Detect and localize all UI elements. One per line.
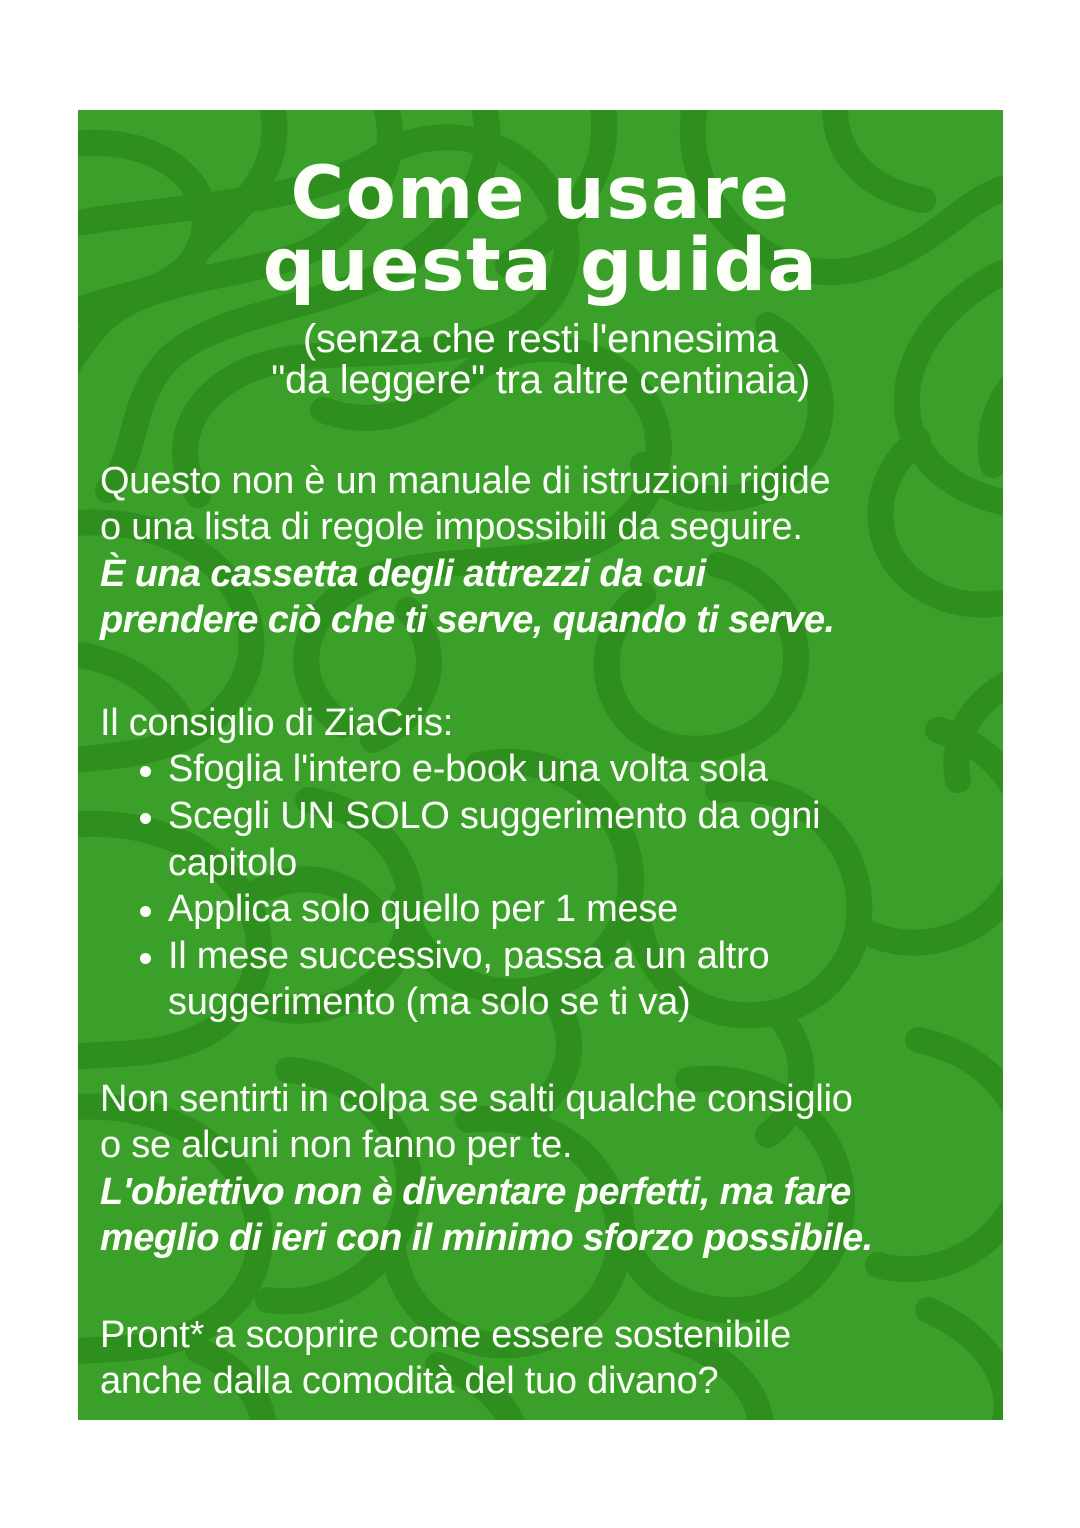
intro-emphasis-line-1: È una cassetta degli attrezzi da cui bbox=[100, 552, 706, 595]
intro-emphasis-line-2: prendere ciò che ti serve, quando ti serve. bbox=[100, 599, 835, 642]
title-line-1: Come usare bbox=[290, 151, 791, 236]
intro-line-1: Questo non è un manuale di istruzioni rigide bbox=[100, 459, 831, 502]
list-item bbox=[140, 746, 981, 793]
page-title bbox=[78, 110, 1003, 309]
reassurance-line-1: Non sentirti in colpa se salti qualche consiglio bbox=[100, 1077, 853, 1120]
subtitle-line-2: "da leggere" tra altre centinaia) bbox=[271, 358, 810, 403]
closing-line-2: anche dalla comodità del tuo divano? bbox=[100, 1360, 719, 1403]
list-item-line: Scegli UN SOLO suggerimento da ogni bbox=[168, 795, 821, 837]
list-item bbox=[140, 793, 981, 886]
closing-line-1: Pront* a scoprire come essere sostenibile bbox=[100, 1313, 791, 1356]
subtitle-line-1: (senza che resti l'ennesima bbox=[302, 316, 779, 361]
reassurance-emphasis-line-1: L'obiettivo non è diventare perfetti, ma fare bbox=[100, 1170, 851, 1213]
intro-paragraph bbox=[100, 458, 981, 644]
reassurance-paragraph bbox=[100, 1076, 981, 1262]
page-subtitle bbox=[78, 316, 1003, 403]
spacer bbox=[100, 644, 981, 700]
advice-block bbox=[100, 700, 981, 1026]
list-item-line: suggerimento (ma solo se ti va) bbox=[168, 981, 691, 1024]
reassurance-emphasis-line-2: meglio di ieri con il minimo sforzo possibile. bbox=[100, 1217, 873, 1260]
reassurance-line-2: o se alcuni non fanno per te. bbox=[100, 1124, 573, 1167]
list-item-line: Applica solo quello per 1 mese bbox=[168, 888, 679, 931]
list-item-line: Il mese successivo, passa a un altro bbox=[168, 934, 770, 977]
advice-heading: Il consiglio di ZiaCris: bbox=[100, 701, 453, 744]
list-item-line: Sfoglia l'intero e-book una volta sola bbox=[168, 748, 768, 791]
list-item bbox=[140, 933, 981, 1026]
intro-line-2: o una lista di regole impossibili da seguire. bbox=[100, 506, 803, 549]
green-panel bbox=[78, 110, 1003, 1420]
spacer bbox=[100, 1262, 981, 1312]
list-item-line: capitolo bbox=[168, 841, 297, 884]
poster-content bbox=[78, 110, 1003, 1420]
closing-paragraph bbox=[100, 1312, 981, 1405]
list-item bbox=[140, 886, 981, 933]
title-line-2: questa guida bbox=[262, 223, 819, 309]
spacer bbox=[100, 1026, 981, 1076]
body-area bbox=[78, 458, 1003, 1405]
advice-list bbox=[100, 746, 981, 1025]
